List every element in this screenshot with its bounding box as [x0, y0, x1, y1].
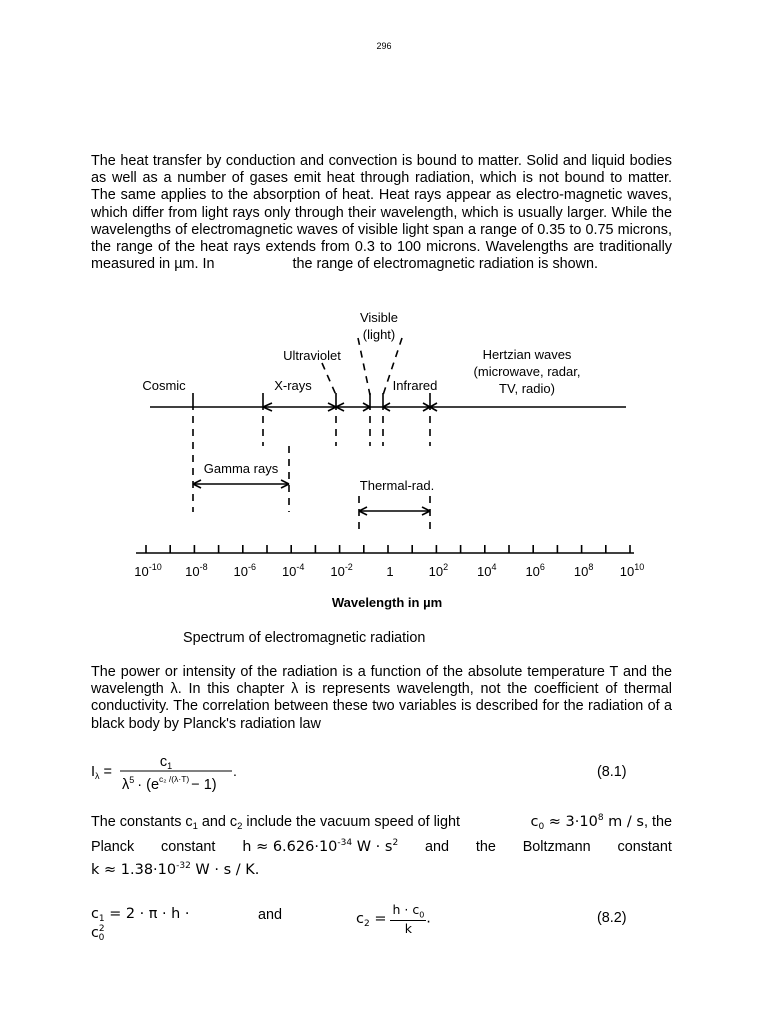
eq1-exp-term: c₂ /(λ·T) [159, 774, 190, 784]
power-paragraph: The power or intensity of the radiation is a function of the absolute temperature T and the wavelength λ. In this chapter λ is represents wavelength, not the coefficient of thermal conductivity. The correlation between these two variables is described for the radiation of a black body by Planck's radiation law [91, 664, 672, 732]
label-hertzian: Hertzian waves [482, 347, 572, 362]
intro-text-a: The heat transfer by conduction and convection is bound to matter. Solid and liquid bodies as well as a number of gases emit heat through radiation, which is not bound to matter. The same applies to the absorption of heat. Heat rays appear as electro-magnetic waves, which differ from light rays only through their wavelength, which is usually larger. While the wavelengths of electromagnetic waves of visible light span a range of 0.35 to 0.75 microns, the range of the heat rays extends from 0.3 to 100 microns. Wavelengths are traditionally measured in µm. In [91, 153, 672, 273]
eq1-numerator-sub: 1 [167, 761, 173, 771]
axis-label: Wavelength in µm [331, 595, 443, 610]
axis-tick-label: $10^4$ [477, 562, 497, 579]
svg-text:λ5· (ec₂ /(λ·T)− 1): $\lambda^5 \cdot (e^{c_2 /(\lambda\cdot T)} - 1)$ [122, 774, 217, 793]
svg-text:c1 [160, 754, 172, 771]
intro-text-b: the range of electromagnetic radiation is shown. [292, 256, 599, 273]
svg-text:.: . [233, 763, 237, 779]
k-value: $k \approx 1.38\cdot 10^{-32}$ W · s / K. [91, 861, 260, 878]
axis-tick-label: $10^{10}$ [619, 562, 645, 579]
label-infrared: Infrared [392, 378, 438, 393]
label-thermal: Thermal-rad. [359, 478, 435, 493]
page-number: 296 [376, 41, 392, 51]
axis-tick-label: $10^{-6}$ [233, 562, 257, 579]
axis-tick-label: 1 [386, 564, 394, 579]
axis-tick-label: $10^8$ [573, 562, 594, 579]
svg-text:Iλ=: $I_\lambda$ = [91, 764, 112, 781]
label-hertzian-detail-1: (microwave, radar, [473, 364, 581, 379]
eq2-c1: $c_1 = 2 \cdot \pi \cdot h \cdot c^2_0$ [91, 906, 190, 943]
equation-number-8-1: (8.1) [597, 764, 627, 780]
constants-line-3 [91, 861, 672, 883]
eq1-lhs-sub: λ [95, 771, 100, 781]
label-gamma: Gamma rays [203, 461, 279, 476]
eq2-c2: $c_2$ = $\frac{h \cdot c_0}{k}$ . [356, 902, 431, 936]
axis-tick-label: $10^6$ [525, 562, 545, 579]
label-cosmic: Cosmic [142, 378, 186, 393]
eq1-lhs: I [91, 764, 96, 780]
eq2-and: and [258, 907, 283, 923]
figure-caption: Spectrum of electromagnetic radiation [183, 630, 426, 646]
constants-line-2: Planck constant $h \approx 6.626\cdot 10^{-34}$ $W \cdot s^2$ and the Boltzmann constant [91, 838, 672, 855]
label-hertzian-detail-2: TV, radio) [499, 381, 555, 396]
eq1-den-exp: 5 [129, 775, 135, 785]
axis-tick-label: $10^2$ [428, 562, 449, 579]
eq1-den-lambda: λ [122, 777, 130, 793]
axis-tick-label: $10^{-10}$ [134, 562, 162, 579]
label-ultraviolet: Ultraviolet [283, 348, 341, 363]
constants-paragraph [91, 813, 672, 883]
equation-number-8-2: (8.2) [597, 910, 627, 926]
label-visible: Visible [359, 310, 399, 325]
axis-tick-label: $10^{-2}$ [330, 562, 353, 579]
label-xrays: X-rays [274, 378, 312, 393]
eq1-numerator: c [159, 754, 168, 770]
planck-value: $h \approx 6.626\cdot 10^{-34}$ $W \cdot s^2$ [242, 838, 399, 855]
label-light: (light) [362, 327, 396, 342]
axis-tick-label: $10^{-4}$ [281, 562, 305, 579]
axis-tick-label: $10^{-8}$ [185, 562, 208, 579]
constants-line-1: The constants $c_1$ and $c_2$ include the vacuum speed of light $c_0 \approx 3\cdot 10^8$ m / s, the [91, 813, 672, 832]
c0-value: $c_0 \approx 3\cdot 10^8$ m / s, the [530, 813, 672, 832]
